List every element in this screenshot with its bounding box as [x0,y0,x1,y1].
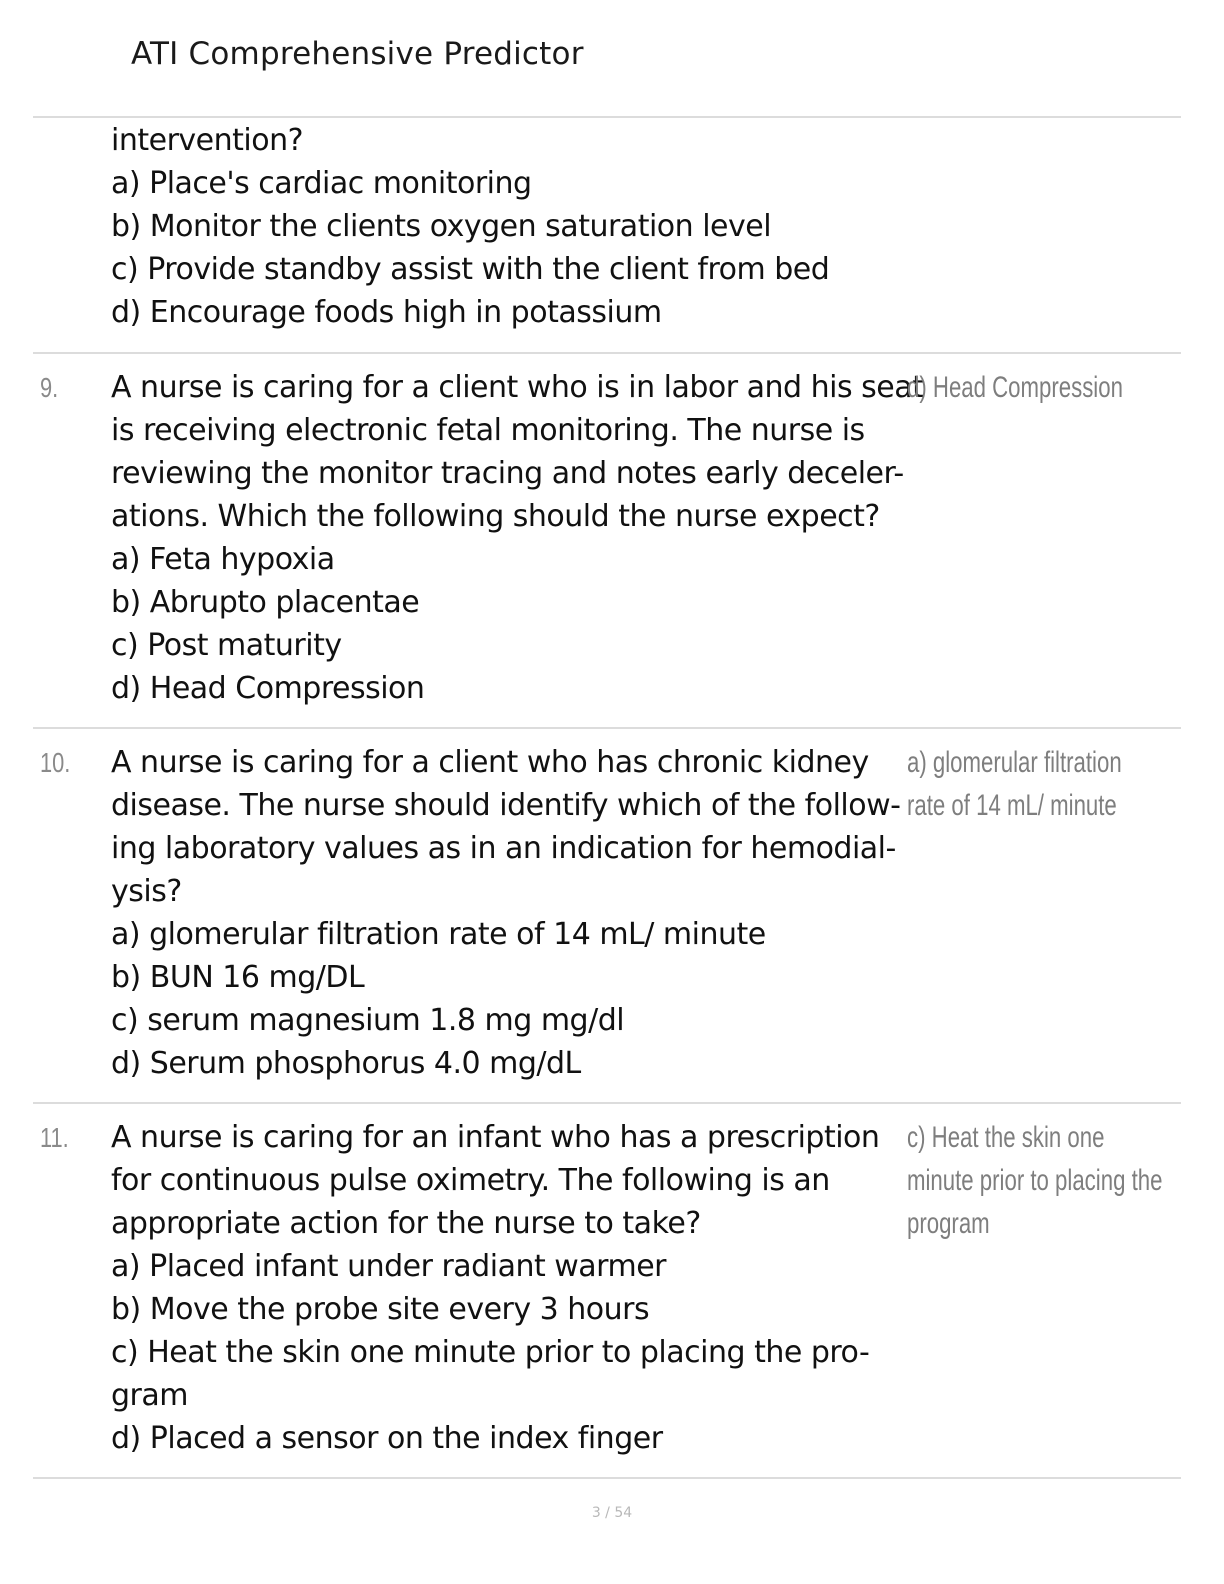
divider [33,116,1181,118]
divider [33,727,1181,729]
option-b: b) Move the probe site every 3 hours [111,1292,650,1327]
option-c: c) Provide standby assist with the client from bed [111,252,830,287]
question-line: ysis? [111,874,182,909]
option-c: c) Post maturity [111,628,342,663]
question-line: A nurse is caring for a client who is in labor and his seat [111,370,924,405]
option-b: b) BUN 16 mg/DL [111,960,365,995]
option-d: d) Encourage foods high in potassium [111,295,662,330]
option-a: a) Place's cardiac monitoring [111,166,532,201]
question-number: 9. [40,372,59,403]
option-d: d) Head Compression [111,671,425,706]
answer-line: d) Head Compression [907,371,1123,404]
question-line: for continuous pulse oximetry. The following is an [111,1163,830,1198]
answer-line: a) glomerular filtration [907,746,1122,779]
answer-line: minute prior to placing the [907,1164,1163,1197]
question-line: reviewing the monitor tracing and notes early deceler- [111,456,904,491]
question-number: 11. [40,1122,69,1153]
question-number: 10. [40,747,71,778]
divider [33,1102,1181,1104]
option-d: d) Serum phosphorus 4.0 mg/dL [111,1046,581,1081]
option-c: c) serum magnesium 1.8 mg mg/dl [111,1003,625,1038]
question-text [111,119,911,334]
question-line: ing laboratory values as in an indication for hemodial- [111,831,896,866]
question-line: A nurse is caring for a client who has chronic kidney [111,745,869,780]
answer-text [907,741,1122,827]
question-line: A nurse is caring for an infant who has a prescription [111,1120,880,1155]
question-line: appropriate action for the nurse to take? [111,1206,701,1241]
divider [33,352,1181,354]
question-text [111,366,924,710]
option-d: d) Placed a sensor on the index finger [111,1421,663,1456]
answer-line: rate of 14 mL/ minute [907,789,1117,822]
question-text [111,741,911,1085]
option-a: a) Feta hypoxia [111,542,335,577]
option-b: b) Monitor the clients oxygen saturation level [111,209,772,244]
question-line: disease. The nurse should identify which of the follow- [111,788,901,823]
option-c-continued: gram [111,1378,188,1413]
answer-text [907,1116,1162,1245]
answer-line: program [907,1207,990,1240]
option-b: b) Abrupto placentae [111,585,420,620]
option-a: a) Placed infant under radiant warmer [111,1249,667,1284]
page-number: 3 / 54 [591,1505,633,1521]
divider [33,1477,1181,1479]
question-line: intervention? [111,123,304,158]
option-a: a) glomerular filtration rate of 14 mL/ minute [111,917,766,952]
question-line: ations. Which the following should the nurse expect? [111,499,880,534]
question-text [111,1116,911,1460]
answer-text [907,366,1123,409]
question-line: is receiving electronic fetal monitoring. The nurse is [111,413,865,448]
option-c: c) Heat the skin one minute prior to placing the pro- [111,1335,870,1370]
answer-line: c) Heat the skin one [907,1121,1105,1154]
document-title: ATI Comprehensive Predictor [131,36,584,72]
